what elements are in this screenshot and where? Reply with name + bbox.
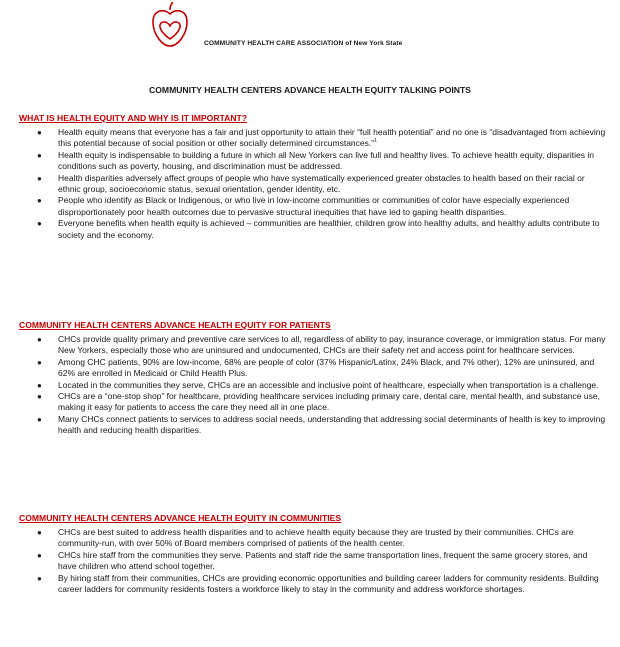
letterhead	[0, 0, 620, 60]
bullet-list-patients	[0, 334, 620, 437]
list-item-text: Many CHCs connect patients to services to address social needs, understanding that addressing social determinants of health is key to improving health and reducing health disparities.	[58, 413, 606, 436]
bullet-icon: ●	[37, 173, 42, 183]
list-item	[0, 334, 620, 357]
list-item-text: Located in the communities they serve, CHCs are an accessible and inclusive point of healthcare, especially when transportation is a challenge.	[58, 379, 599, 390]
list-item-text: Among CHC patients, 90% are low-income, 68% are people of color (37% Hispanic/Latinx, 24% Black, and 7% other), 12% are uninsured, and 62% are enrolled in Medicaid or Child Health Plus.	[58, 356, 595, 379]
bullet-icon: ●	[37, 380, 42, 390]
list-item-text: Health disparities adversely affect groups of people who have systematically experienced greater obstacles to health based on their racial or ethnic group, socioeconomic status, sexual orientation, gender identity, etc.	[58, 172, 585, 195]
bullet-list-communities	[0, 527, 620, 595]
list-item-text: CHCs provide quality primary and preventive care services to all, regardless of ability to pay, insurance coverage, or immigration status. For many New Yorkers, especially those who are uninsured and undocumented, CHCs are their safety net and access point for healthcare services.	[58, 334, 606, 356]
bullet-icon: ●	[37, 528, 42, 537]
list-item	[0, 573, 620, 596]
section-heading-health-equity: WHAT IS HEALTH EQUITY AND WHY IS IT IMPORTANT?	[19, 113, 248, 123]
apple-heart-logo-icon	[150, 2, 190, 52]
bullet-icon: ●	[37, 219, 42, 229]
list-item	[0, 414, 620, 437]
organization-name: COMMUNITY HEALTH CARE ASSOCIATION of New York State	[204, 40, 403, 47]
bullet-icon: ●	[37, 128, 42, 137]
list-item-text: CHCs are best suited to address health disparities and to achieve health equity because they are trusted by their communities. CHCs are community-run, with over 50% of Board members comprised of patients of the health center.	[58, 527, 574, 549]
bullet-icon: ●	[37, 150, 42, 160]
bullet-icon: ●	[37, 414, 42, 424]
section-heading-communities: COMMUNITY HEALTH CENTERS ADVANCE HEALTH EQUITY IN COMMUNITIES	[19, 513, 342, 523]
bullet-icon: ●	[37, 335, 42, 344]
list-item-text: Health equity means that everyone has a fair and just opportunity to attain their “full health potential” and no one is “disadvantaged from achieving this potential because of social position or other socially determined circumstances.”	[58, 127, 606, 149]
list-item	[0, 380, 620, 391]
list-item	[0, 357, 620, 380]
list-item	[0, 218, 620, 241]
footnote-marker: 1	[374, 138, 377, 145]
bullet-icon: ●	[37, 550, 42, 560]
list-item	[0, 550, 620, 573]
list-item	[0, 127, 620, 150]
bullet-icon: ●	[37, 392, 42, 402]
list-item-text: Health equity is indispensable to building a future in which all New Yorkers can live full and healthy lives. To achieve health equity, disparities in conditions such as poverty, housing, and discrimination must be addressed.	[58, 149, 594, 172]
list-item-text: CHCs hire staff from the communities they serve. Patients and staff ride the same transportation lines, frequent the same grocery stores, and have children who attend school together.	[58, 549, 588, 572]
section-heading-patients: COMMUNITY HEALTH CENTERS ADVANCE HEALTH EQUITY FOR PATIENTS	[19, 320, 331, 330]
list-item-text: Everyone benefits when health equity is achieved – communities are healthier, children grow into healthy adults, and healthy adults contribute to society and the economy.	[58, 218, 600, 240]
list-item	[0, 173, 620, 196]
list-item-text: CHCs are a “one-stop shop” for healthcare, providing healthcare services including primary care, dental care, mental health, and substance use, making it easy for patients to access the care they need all in one place.	[58, 391, 600, 413]
page-title: COMMUNITY HEALTH CENTERS ADVANCE HEALTH EQUITY TALKING POINTS	[149, 85, 471, 95]
list-item	[0, 195, 620, 218]
bullet-icon: ●	[37, 196, 42, 206]
bullet-icon: ●	[37, 573, 42, 583]
list-item-text: People who identify as Black or Indigenous, or who live in low-income communities or communities of color have especially experienced disproportionately poor health outcomes due to pervasive structural inequities that have led to gaping health disparities.	[58, 195, 570, 217]
list-item	[0, 150, 620, 173]
list-item	[0, 391, 620, 414]
bullet-list-health-equity	[0, 127, 620, 241]
list-item	[0, 527, 620, 550]
list-item-text: By hiring staff from their communities, CHCs are providing economic opportunities and building career ladders for community residents. Building career ladders for community residents fosters a workforce likely to stay in the community and address workforce shortages.	[58, 572, 599, 595]
bullet-icon: ●	[37, 357, 42, 367]
